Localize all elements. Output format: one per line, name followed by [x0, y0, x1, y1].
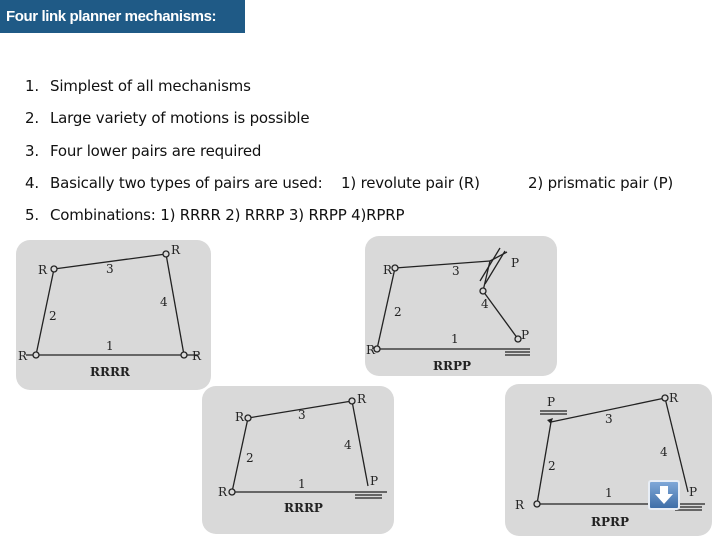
- mechanism-rrrr-svg: [16, 240, 211, 390]
- link-label: 2: [394, 305, 402, 319]
- link-label: 3: [452, 264, 460, 278]
- joint-label: R: [18, 349, 28, 363]
- revolute-pair-text: 1) revolute pair (R): [341, 174, 480, 192]
- diagram-caption: RPRP: [591, 515, 629, 529]
- diagram-rrrr: [16, 240, 211, 390]
- joint-label: P: [689, 485, 698, 499]
- mechanism-rrrp-svg: [202, 386, 394, 534]
- joint-label: P: [511, 256, 520, 270]
- link-label: 2: [246, 451, 254, 465]
- joint-label: P: [370, 474, 379, 488]
- diagram-rprp: [505, 384, 712, 536]
- link-label: 4: [344, 438, 352, 452]
- link-label: 3: [106, 262, 114, 276]
- joint-label: R: [383, 263, 393, 277]
- list-item: 2. Large variety of motions is possible: [25, 109, 310, 127]
- joint-label: R: [235, 410, 245, 424]
- mechanism-rprp-svg: [505, 384, 712, 536]
- diagram-rrpp: [365, 236, 557, 376]
- joint-label: P: [547, 395, 556, 409]
- prismatic-pair-text: 2) prismatic pair (P): [528, 174, 674, 192]
- joint-label: R: [171, 243, 181, 257]
- diagram-caption: RRRP: [284, 501, 323, 515]
- download-arrow-icon[interactable]: [648, 480, 680, 510]
- diagram-rrrp: [202, 386, 394, 534]
- joint-label: R: [218, 485, 228, 499]
- diagram-caption: RRPP: [433, 359, 471, 373]
- link-label: 2: [49, 309, 57, 323]
- link-label: 1: [298, 477, 306, 491]
- link-label: 4: [660, 445, 668, 459]
- arrow-down-icon: [650, 482, 678, 508]
- link-label: 1: [106, 339, 114, 353]
- joint-label: R: [515, 498, 525, 512]
- diagram-caption: RRRR: [90, 365, 130, 379]
- link-label: 3: [605, 412, 613, 426]
- joint-label: R: [366, 343, 376, 357]
- link-label: 1: [605, 486, 613, 500]
- slide-title: Four link planner mechanisms:: [0, 0, 245, 33]
- link-label: 4: [481, 297, 489, 311]
- joint-label: P: [521, 328, 530, 342]
- mechanism-rrpp-svg: [365, 236, 557, 376]
- list-item: 5. Combinations: 1) RRRR 2) RRRP 3) RRPP 4)RPRP: [25, 206, 405, 224]
- list-item: 4. Basically two types of pairs are used:: [25, 174, 323, 192]
- link-label: 2: [548, 459, 556, 473]
- link-label: 1: [451, 332, 459, 346]
- joint-label: R: [669, 391, 679, 405]
- joint-label: R: [38, 263, 48, 277]
- joint-label: R: [357, 392, 367, 406]
- list-item: 3. Four lower pairs are required: [25, 142, 262, 160]
- joint-label: R: [192, 349, 202, 363]
- link-label: 3: [298, 408, 306, 422]
- list-item: 1. Simplest of all mechanisms: [25, 77, 251, 95]
- link-label: 4: [160, 295, 168, 309]
